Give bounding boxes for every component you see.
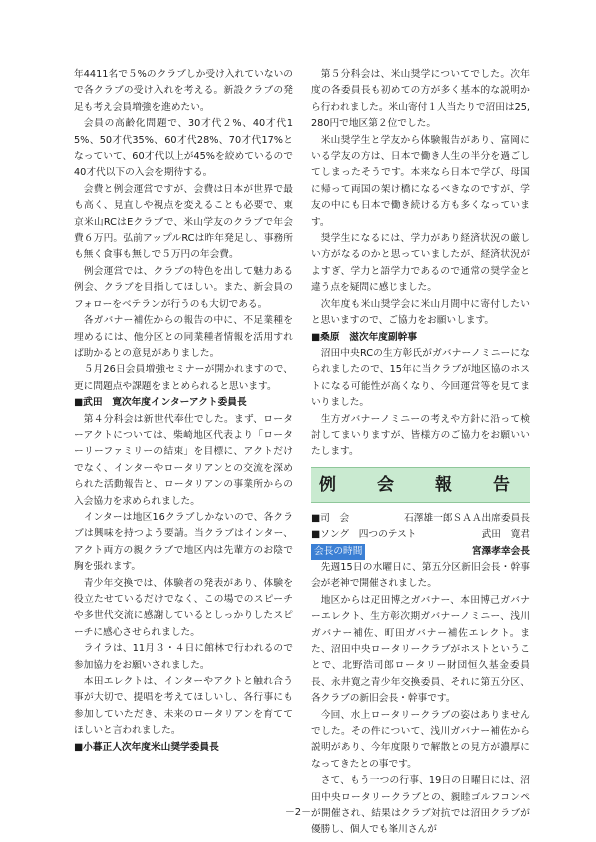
right-top-section bbox=[311, 67, 530, 461]
paragraph: 先週15日の水曜日に、第五分区新旧会長・幹事会が老神で開催されました。 bbox=[311, 561, 530, 590]
meeting-row-value: 宮澤孝幸会長 bbox=[471, 545, 530, 557]
paragraph: 沼田中央RCの生方彰氏がガバナーノミニーになられましたので、15年に当クラブが地区協のホストになる可能性が高くなり、今回運営等を見てまいりました。 bbox=[311, 347, 530, 409]
paragraph: 生方ガバナーノミニーの考えや方針に沿って検討してまいりますが、皆様方のご協力をお願いいたします。 bbox=[311, 413, 530, 458]
meeting-report-title: 例 会 報 告 bbox=[319, 474, 522, 495]
paragraph: 今回、水上ロータリークラブの姿はありませんでした。その件について、浅川ガバナー補佐から説明があり、今年度限りで解散との見方が濃厚になってきたとの事です。 bbox=[311, 709, 530, 770]
paragraph: 地区からは疋田博之ガバナー、本田博己ガバナーエレクト、生方彰次期ガバナーノミニー、浅川ガバナー補佐、町田ガバナー補佐エレクト。また、沼田中央ロータリークラブがホストということで、北野浩司郎ロータリー財団恒久基金委員長、永井寛之青少年交換委員、それに第五分区、各クラブの新旧会長・幹事です。 bbox=[311, 594, 530, 705]
section-heading: ■武田 寛次年度インターアクト委員長 bbox=[74, 397, 247, 409]
meeting-row bbox=[311, 527, 530, 543]
paragraph: 次年度も米山奨学会に米山月間中に寄付したいと思いますので、ご協力をお願いします。 bbox=[311, 298, 530, 327]
left-column bbox=[74, 67, 293, 756]
meeting-row-value: 石澤雄一郎ＳＡＡ出席委員長 bbox=[404, 512, 530, 524]
paragraph: ５月26日会員増強セミナーが開かれますので、更に問題点や課題をまとめられると思います。 bbox=[74, 364, 293, 392]
paragraph: 年4411名で５%のクラブしか受け入れていないので各クラブの受け入れを考える。新設クラブの発足も考え会員増強を進めたい。 bbox=[74, 69, 293, 113]
paragraph: 米山奨学生と学友から体験報告があり、富岡にいる学友の方は、日本で働き人生の半分を過ごしてしまったそうです。本来なら日本で学び、母国に帰って両国の架け橋になるべきなのですが、学友の中にも日本で働き続ける方も多くなっています。 bbox=[311, 134, 530, 228]
meeting-row-value: 武田 寛君 bbox=[481, 529, 530, 541]
paragraph: 奨学生になるには、学力があり経済状況の厳しい方がなるのかと思っていましたが、経済状況がよすぎ、学力と語学力であるので通常の奨学金と違う点を疑問に感じました。 bbox=[311, 233, 530, 294]
right-column bbox=[311, 67, 530, 839]
page-number: －2－ bbox=[284, 807, 312, 818]
meeting-info bbox=[311, 511, 530, 560]
meeting-row bbox=[311, 511, 530, 527]
paragraph: インターは地区16クラブしかないので、各クラブは興味を持つよう要請。当クラブはインター、アクト両方の親クラブで地区内は先輩方のお陰で胸を張れます。 bbox=[74, 511, 293, 573]
paragraph: さて、もう一つの行事、19日の日曜日には、沼田中央ロータリークラブとの、親睦ゴルフコンペが開催され、結果はクラブ対抗では沼田クラブが優勝し、個人でも峯川さんが bbox=[311, 775, 530, 836]
paragraph: 第５分科会は、米山奨学についてでした。次年度の各委員長も初めての方が多く基本的な説明から行われました。米山寄付１人当たりで沼田は25,280円で地区第２位でした。 bbox=[311, 69, 530, 130]
section-heading: ■小暮正人次年度米山奨学委員長 bbox=[74, 741, 219, 753]
paragraph: 本田エレクトは、インターやアクトと触れ合う事が大切で、提唱を考えてほしいし、各行事にも参加していただき、未来のロータリアンを育ててほしいと言われました。 bbox=[74, 676, 293, 737]
paragraph: ライラは、11月３・４日に館林で行われるので参加協力をお願いされました。 bbox=[74, 643, 293, 671]
paragraph: 会員の高齢化問題で、30才代２%、40才代15%、50才代35%、60才代28%、70才代17%となっていて、60才代以上が45%を絞めているので40才代以下の入会を期待する。 bbox=[74, 118, 293, 179]
meeting-row-label: ■司 会 bbox=[311, 512, 350, 524]
section-heading: ■桑原 滋次年度副幹事 bbox=[311, 331, 418, 343]
paragraph: 青少年交換では、体験者の発表があり、体験を役立たせているだけでなく、この場でのスピーチや多世代交流に感謝しているとしっかりしたスピーチに感心させられました。 bbox=[74, 577, 293, 638]
paragraph: 第４分科会は新世代奉仕でした。まず、ローターアクトについては、柴崎地区代表より「ローターリーファミリーの結束」を目標に、アクトだけでなく、インターやロータリアンとの交流を深められた活動報告と、ロータリアンの事業所からの入会協力を求められました。 bbox=[74, 413, 293, 507]
paragraph: 例会運営では、クラブの特色を出して魅力ある例会、クラブを目指してほしい。また、新会員のフォローをベテランが行うのも大切である。 bbox=[74, 265, 293, 310]
meeting-row-label: ■ソング 四つのテスト bbox=[311, 529, 417, 541]
paragraph: 各ガバナー補佐からの報告の中に、不足業種を埋めるには、他分区との同業種者情報を活用すれば助かるとの意見がありました。 bbox=[74, 315, 293, 359]
right-bottom-section bbox=[311, 560, 530, 839]
paragraph: 会費と例会運営ですが、会費は日本が世界で最も高く、見直しや視点を変えることも必要で、東京米山RCはEクラブで、米山学友のクラブで年会費６万円。弘前アップルRCは昨年発足し、事務所も無く食事も無しで５万円の年会費。 bbox=[74, 183, 293, 261]
meeting-report-heading bbox=[311, 467, 530, 503]
meeting-row bbox=[311, 544, 530, 560]
meeting-row-label: 会長の時間 bbox=[311, 544, 365, 560]
